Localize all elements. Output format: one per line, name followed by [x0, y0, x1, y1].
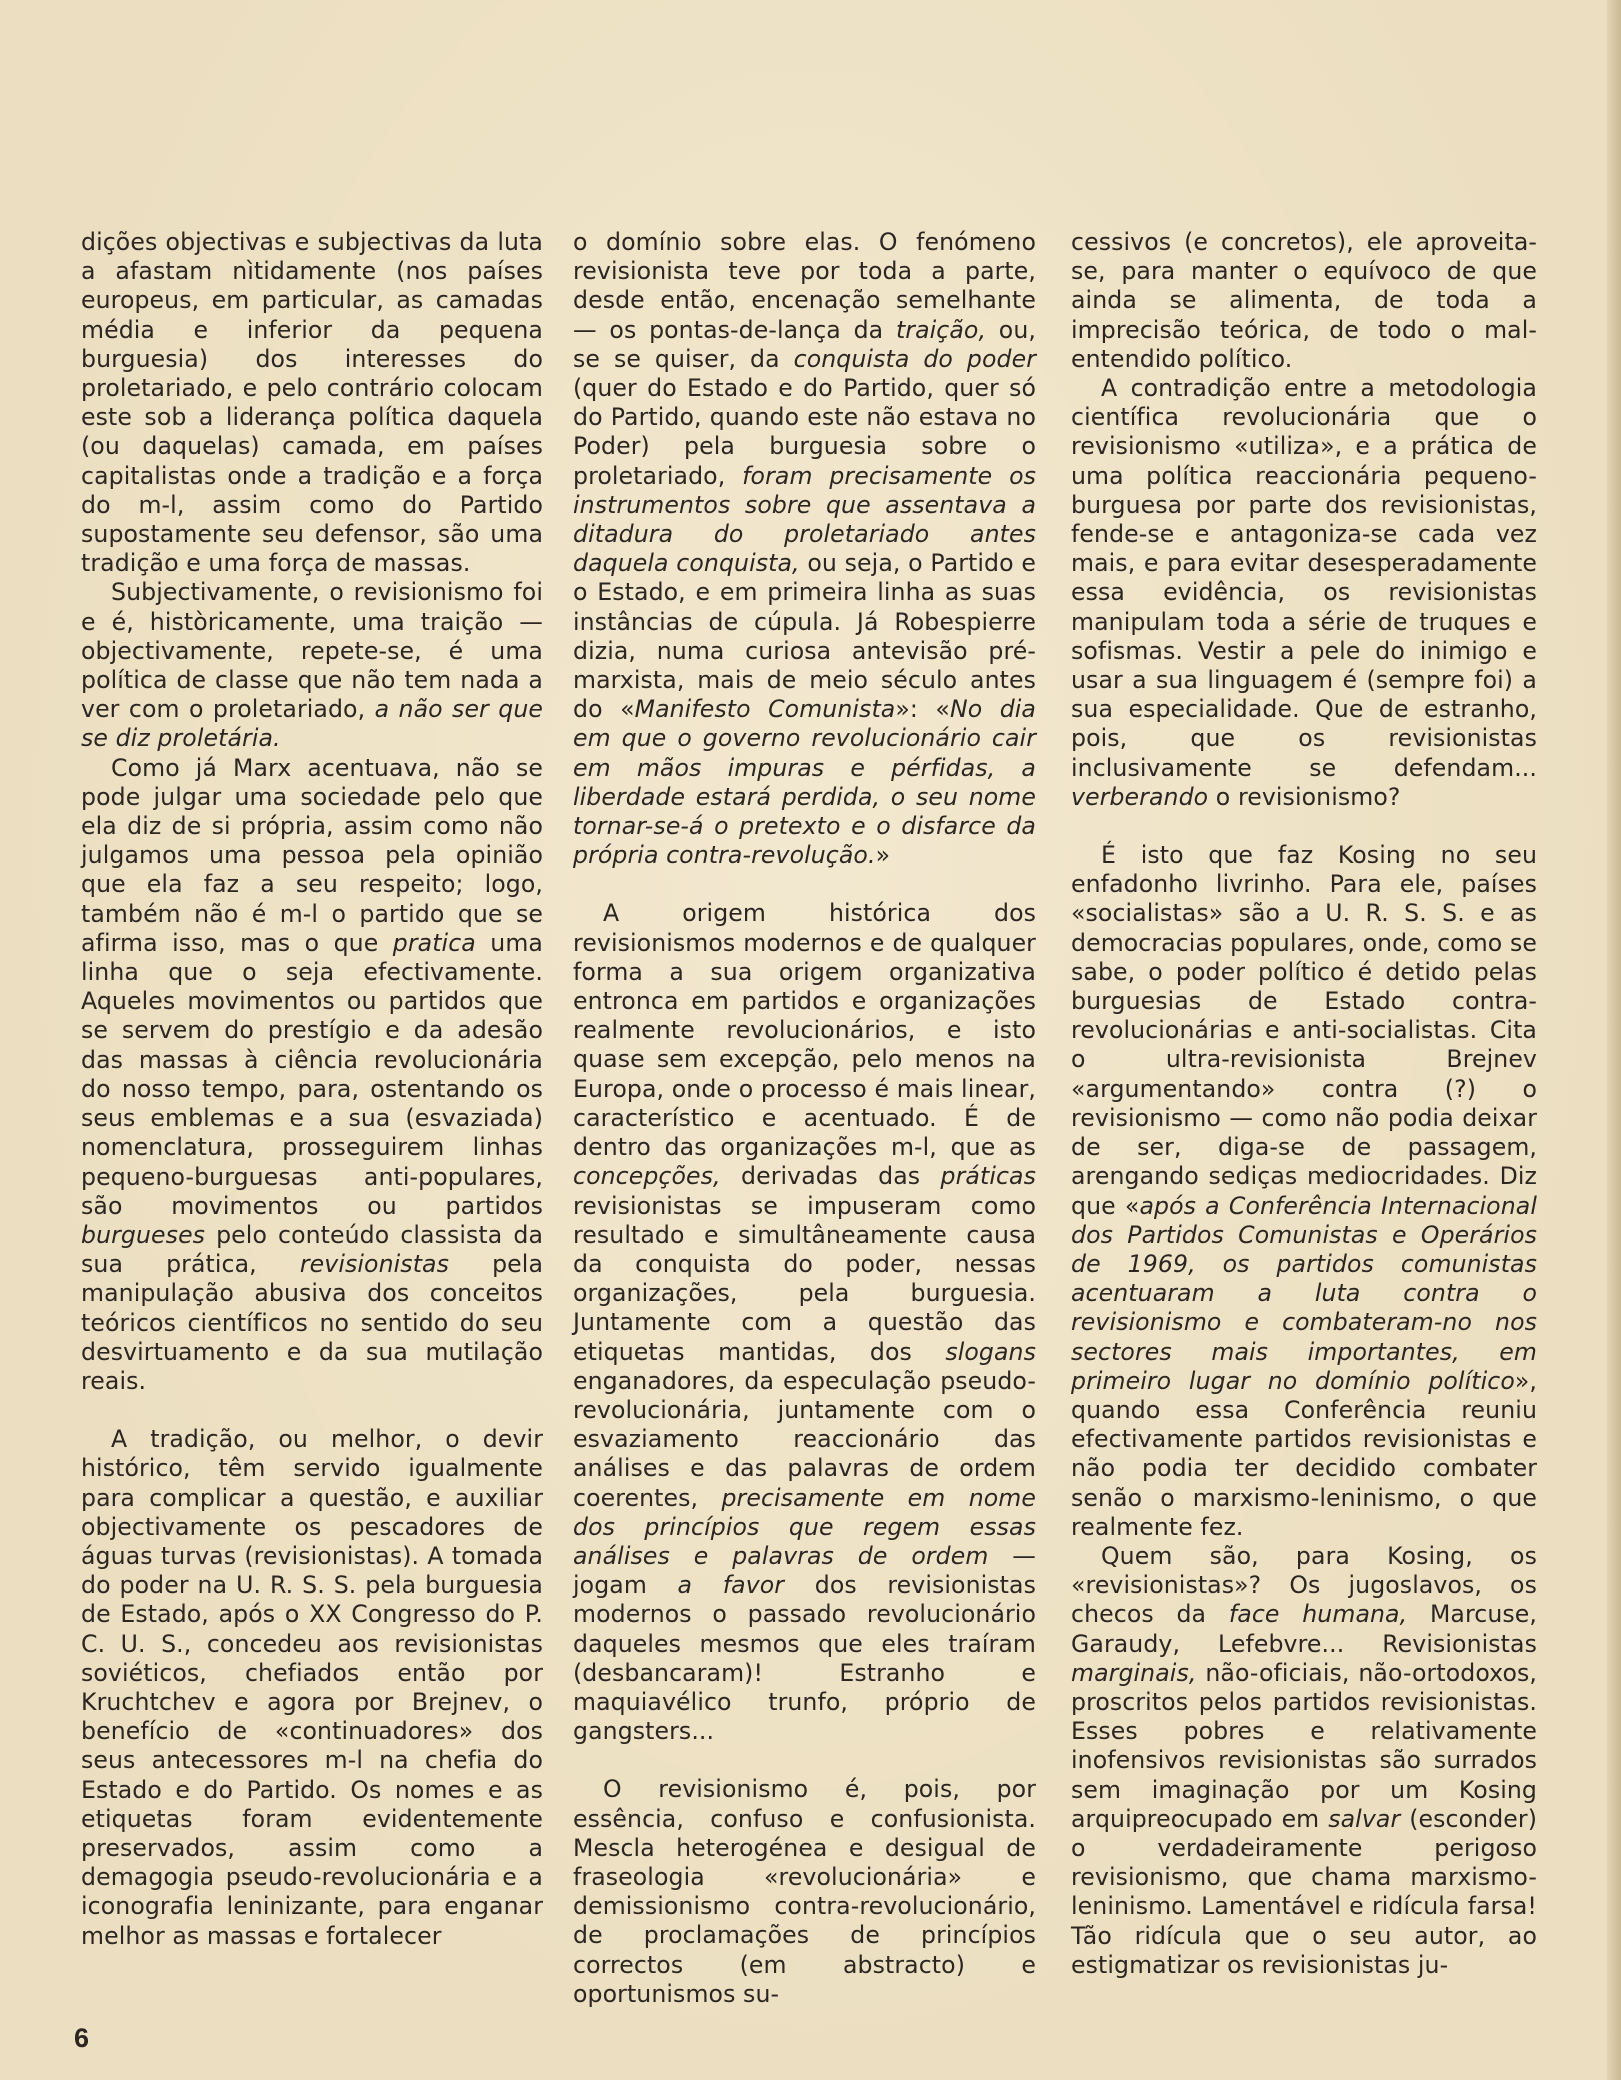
italic-text: a favor [677, 1571, 785, 1600]
text-run: (quer do Estado e do Partido, quer só do Partido, quando este não estava no Poder) pela burguesia sobre o proletariado, [573, 374, 1036, 490]
text-column-left [81, 228, 543, 1951]
italic-text: verberando [1071, 782, 1209, 811]
italic-text: Manifesto Comunista [634, 695, 896, 724]
text-run: É isto que faz Kosing no seu enfadonho livrinho. Para ele, países «socialistas» são a U. R. S. S. e as democracias populares, onde, como se sabe, o poder político é detido pelas burguesias de Estado contra-revolucionárias e anti-socialistas. Cita o ultra-revisionista Brejnev «argumentando» contra (?) o revisionismo — como não podia deixar de ser, diga-se de passagem, arengando sediças mediocridades. Diz que « [1071, 841, 1537, 1220]
text-run: Subjectivamente, o revisionismo foi e é, històricamente, uma traição — objectivamente, repete-se, é uma política de classe que não tem nada a ver com o proletariado, [81, 578, 543, 724]
text-run: A contradição entre a metodologia científica revolucionária que o revisionismo «utiliza», e a prática de uma política reaccionária pequeno-burguesa por parte dos revisionistas, fende-se e antagoniza-se cada vez mais, e para evitar desesperadamente essa evidência, os revisionistas manipulam toda a série de truques e sofismas. Vestir a pele do inimigo e usar a sua linguagem é (sempre foi) a sua especialidade. Que de estranho, pois, que os revisionistas inclusivamente se defendam... [1071, 374, 1537, 782]
italic-text: traição, [895, 315, 987, 344]
text-column-right [1071, 228, 1537, 1980]
page-number: 6 [74, 2023, 90, 2053]
text-run: dos revisionistas modernos o passado revolucionário daqueles mesmos que eles traíram (desbancaram)! Estranho e maquiavélico trunfo, próprio de gangsters... [573, 1571, 1036, 1746]
italic-text: revisionistas [299, 1250, 449, 1279]
text-run: o domínio sobre elas. O fenómeno revisionista teve por toda a parte, desde então, encenação semelhante — os pontas-de-lança da [573, 228, 1036, 344]
text-run: », quando essa Conferência reuniu efectivamente partidos revisionistas e não podia ter decidido combater senão o marxismo-leninismo, o que realmente fez. [1071, 1366, 1537, 1541]
text-run: revisionistas se impuseram como resultado e simultâneamente causa da conquista do poder, nessas organizações, pela burguesia. Juntamente com a questão das etiquetas mantidas, dos [573, 1191, 1036, 1366]
paragraph [1071, 841, 1537, 1542]
text-run: » [875, 841, 891, 870]
paragraph [573, 1775, 1036, 2009]
italic-text: face humana, [1228, 1600, 1408, 1629]
italic-text: No dia em que o governo revolucionário cair em mãos impuras e pérfidas, a liberdade estará perdida, o seu nome tornar-se-á o pretexto e o disfarce da própria contra-revolução. [573, 695, 1036, 870]
paragraph [81, 754, 543, 1396]
italic-text: foram precisamente os instrumentos sobre que assentava a ditadura do proletariado antes daquela conquista, [573, 461, 1036, 578]
paragraph [81, 1425, 543, 1951]
text-column-middle [573, 228, 1036, 2009]
italic-text: precisamente em nome dos princípios que regem essas análises e palavras de ordem [573, 1483, 1037, 1570]
text-run: — jogam [573, 1541, 1036, 1600]
paragraph [1071, 228, 1537, 374]
paragraph [81, 228, 543, 578]
italic-text: pratica [392, 928, 476, 957]
italic-text: salvar [1328, 1804, 1401, 1833]
text-run: A tradição, ou melhor, o devir histórico, têm servido igualmente para complicar a questão, e auxiliar objectivamente os pescadores de águas turvas (revisionistas). A tomada do poder na U. R. S. S. pela burguesia de Estado, após o XX Congresso do P. C. U. S., concedeu aos revisionistas soviéticos, chefiados então por Kruchtchev e agora por Brejnev, o benefício de «continuadores» dos seus antecessores m-l na chefia do Estado e do Partido. Os nomes e as etiquetas foram evidentemente preservados, assim como a demagogia pseudo-revolucionária e a iconografia leninizante, para enganar melhor as massas e fortalecer [81, 1425, 543, 1950]
text-run: enganadores, da especulação pseudo-revolucionária, juntamente com o esvaziamento reaccionário das análises e das palavras de ordem coerentes, [573, 1366, 1036, 1512]
italic-text: slogans [945, 1337, 1036, 1366]
italic-text: conquista do poder [793, 344, 1036, 373]
text-run: ou seja, o Partido e o Estado, e em primeira linha as suas instâncias de cúpula. Já Robespierre dizia, numa curiosa antevisão pré-marxista, mais de meio século antes do « [573, 549, 1036, 724]
text-run: pela manipulação abusiva dos conceitos teóricos científicos no sentido do seu desvirtuamento e da sua mutilação reais. [81, 1250, 543, 1395]
italic-text: após a Conferência Internacional dos Partidos Comunistas e Operários de 1969, os partidos comunistas acentuaram a luta contra o revisionismo e combateram-no nos sectores mais importantes, em primeiro lugar no domínio político [1071, 1191, 1537, 1395]
paragraph [1071, 374, 1537, 812]
italic-text: práticas [940, 1162, 1036, 1191]
text-run: pelo conteúdo classista da sua prática, [81, 1220, 543, 1279]
paragraph [573, 228, 1036, 870]
text-run: o revisionismo? [1208, 782, 1401, 811]
paragraph [573, 899, 1036, 1746]
text-run: uma linha que o seja efectivamente. Aqueles movimentos ou partidos que se servem do prestígio e da adesão das massas à ciência revolucionária do nosso tempo, para, ostentando os seus emblemas e a sua (esvaziada) nomenclatura, prosseguirem linhas pequeno-burguesas anti-populares, são movimentos ou partidos [81, 928, 543, 1220]
text-run: A origem histórica dos revisionismos modernos e de qualquer forma a sua origem organizativa entronca em partidos e organizações realmente revolucionários, e isto quase sem excepção, pelo menos na Europa, onde o processo é mais linear, característico e acentuado. É de dentro das organizações m-l, que as [573, 899, 1036, 1162]
text-run: (esconder) o verdadeiramente perigoso revisionismo, que chama marxismo-leninismo. Lamentável e ridícula farsa! Tão ridícula que o seu autor, ao estigmatizar os revisionistas ju- [1071, 1804, 1537, 1979]
paragraph [81, 578, 543, 753]
text-run: O revisionismo é, pois, por essência, confuso e confusionista. Mescla heterogénea e desigual de fraseologia «revolucionária» e demissionismo contra-revolucionário, de proclamações de princípios correctos (em abstracto) e oportunismos su- [573, 1775, 1036, 2008]
text-run: Quem são, para Kosing, os «revisionistas»? Os jugoslavos, os checos da [1071, 1541, 1537, 1629]
italic-text: burgueses [81, 1220, 206, 1249]
italic-text: concepções, [573, 1162, 721, 1191]
italic-text: marginais, [1071, 1658, 1197, 1687]
text-run: ou, se se quiser, da [573, 315, 1036, 373]
text-run: cessivos (e concretos), ele aproveita-se, para manter o equívoco de que ainda se alimenta, de toda a imprecisão teórica, de todo o mal-entendido político. [1071, 228, 1537, 373]
text-run: dições objectivas e subjectivas da luta a afastam nìtidamente (nos países europeus, em particular, as camadas média e inferior da pequena burguesia) dos interesses do proletariado, e pelo contrário colocam este sob a liderança política daquela (ou daquelas) camada, em países capitalistas onde a tradição e a força do m-l, assim como do Partido supostamente seu defensor, são uma tradição e uma força de massas. [81, 228, 543, 578]
text-run: »: « [895, 695, 950, 724]
paragraph [1071, 1542, 1537, 1980]
text-run: Marcuse, Garaudy, Lefebvre... Revisionistas [1071, 1600, 1537, 1658]
text-run: Como já Marx acentuava, não se pode julgar uma sociedade pelo que ela diz de si própria, assim como não julgamos uma pessoa pela opinião que ela faz a seu respeito; logo, também não é m-l o partido que se afirma isso, mas o que [81, 753, 543, 957]
text-run: derivadas das [720, 1162, 941, 1191]
italic-text: a não ser que se diz proletária. [81, 695, 543, 753]
text-run: não-oficiais, não-ortodoxos, proscritos pelos partidos revisionistas. Esses pobres e relativamente inofensivos revisionistas são surrados sem imaginação por um Kosing arquipreocupado em [1071, 1658, 1537, 1833]
page-edge [1607, 0, 1621, 2080]
